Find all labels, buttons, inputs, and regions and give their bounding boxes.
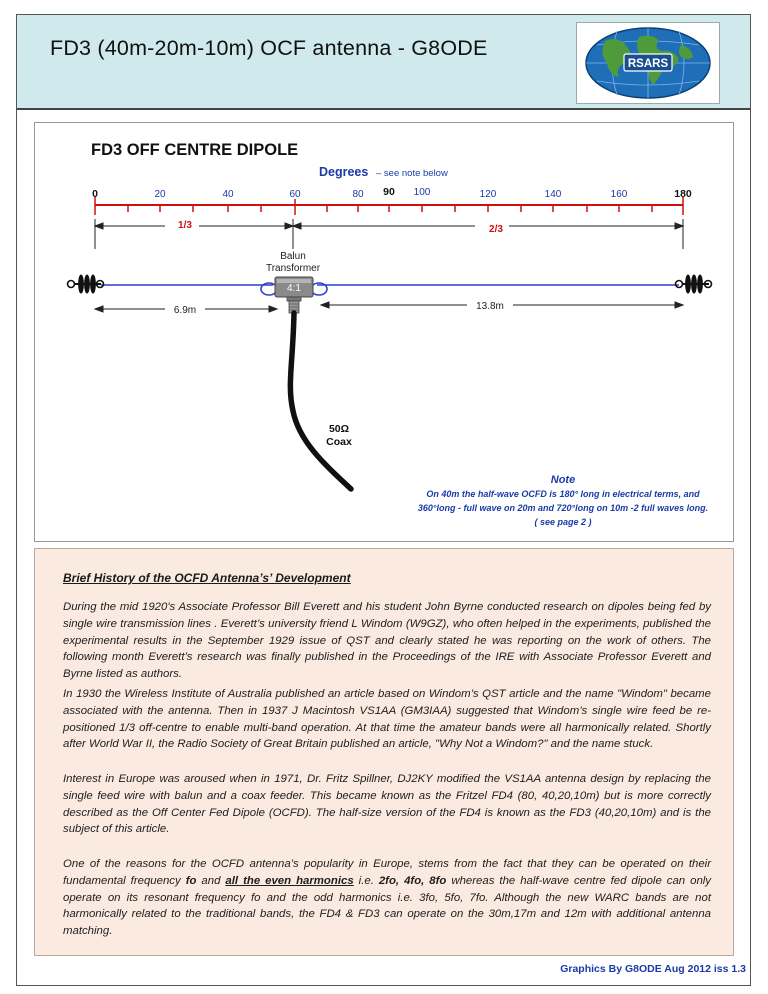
diagram-frame xyxy=(34,122,734,542)
length-right: 13.8m xyxy=(476,301,504,312)
scale-label-120: 120 xyxy=(479,189,497,200)
degree-scale xyxy=(95,197,683,215)
length-left: 6.9m xyxy=(173,305,197,316)
globe-logo-icon xyxy=(577,23,719,103)
logo-text: RSARS xyxy=(627,58,669,70)
history-title: Brief History of the OCFD Antenna’s’ Development xyxy=(63,571,351,585)
coax-label-line1: 50Ω xyxy=(328,423,350,435)
history-paragraph-2: In 1930 the Wireless Institute of Australia published an article based on Windom’s QST article and the name "Windom" became associated with the antenna. Then in 1937 J Macintosh VS1AA (GM3IAA) suggested that Windom’s single wire feed be re-positioned 1/3 off-centre to enable multi-band operation. At that time the amateur bands were all harmonically related. Shortly after World War II, the Radio Society of Great Britain published an article, "Why Not a Windom?" and the name stuck. xyxy=(63,688,711,751)
scale-label-90: 90 xyxy=(383,186,395,198)
p4-text-c: i.e. xyxy=(353,874,379,887)
balun-ratio: 4:1 xyxy=(287,283,301,294)
note-title: Note xyxy=(550,474,576,486)
p4-text-a: One of the reasons for the OCFD antenna’s popularity in Europe, stems from the fact that they can be operated on their fundamental frequency xyxy=(63,858,711,887)
scale-label-0: 0 xyxy=(92,188,98,200)
diagram-title: FD3 OFF CENTRE DIPOLE xyxy=(91,141,299,159)
scale-label-60: 60 xyxy=(289,189,301,200)
graphics-credit: Graphics By G8ODE Aug 2012 iss 1.3 xyxy=(560,963,746,975)
p4-harmonic-list: 2fo, 4fo, 8fo xyxy=(378,874,447,887)
scale-label-40: 40 xyxy=(222,189,234,200)
scale-label-180: 180 xyxy=(674,188,692,200)
left-insulator-icon xyxy=(68,275,104,293)
balun-label-line2: Transformer xyxy=(265,263,321,274)
scale-label-100: 100 xyxy=(413,187,431,198)
page-title: FD3 (40m-20m-10m) OCF antenna - G8ODE xyxy=(50,36,488,60)
balun-label-line1: Balun xyxy=(280,251,306,262)
coax-cable xyxy=(290,313,351,489)
scale-label-140: 140 xyxy=(544,189,562,200)
coax-label-line2: Coax xyxy=(326,436,352,448)
note-line-2: 360°long - full wave on 20m and 720°long on 10m -2 full waves long. xyxy=(417,503,709,513)
p4-text-b: and xyxy=(196,874,226,887)
history-paragraph-1: During the mid 1920's Associate Professor Bill Everett and his student John Byrne conducted research on dipoles being fed by single wire transmission lines . Everett’s university friend L Windom (W9GZ), who often helped in the experiments, published the experimental results in the September 1929 issue of QST and clearly stated he was reporting on the work of others. The following month Everett’s research was finally published in the Proceedings of the IRE with Associate Professor Everett and Byrne listed as authors. xyxy=(63,601,711,681)
fraction-two-thirds: 2/3 xyxy=(489,224,503,235)
p4-fo: fo xyxy=(185,874,197,887)
ocfd-diagram xyxy=(35,123,733,541)
degrees-note: – see note below xyxy=(376,168,448,179)
scale-label-80: 80 xyxy=(352,189,364,200)
p4-even-harmonics: all the even harmonics xyxy=(225,874,354,887)
note-line-1: On 40m the half-wave OCFD is 180° long in electrical terms, and xyxy=(426,489,700,499)
scale-label-20: 20 xyxy=(154,189,166,200)
history-paragraph-4 xyxy=(63,856,711,940)
scale-label-160: 160 xyxy=(610,189,628,200)
history-section xyxy=(34,548,734,956)
rsars-logo xyxy=(576,22,720,104)
history-paragraph-3: Interest in Europe was aroused when in 1971, Dr. Fritz Spillner, DJ2KY modified the VS1AA antenna design by replacing the single feed wire with balun and a coax feeder. This became known as the Fritzel FD4 (80, 40,20,10m) but is more correctly described as the Off Center Fed Dipole (OCFD). The half-size version of the FD4 is known as the FD3 (40,20,10m) and is the subject of this article. xyxy=(63,773,711,836)
p4-text-d: whereas the half-wave centre fed dipole can only operate on its resonant frequency fo and the odd harmonics i.e. 3fo, 5fo, 7fo. Although the new WARC bands are not harmonically related to the traditional bands, the FD4 & FD3 can operate on the 30m,17m and 12m with additional antenna matching. xyxy=(63,874,712,938)
degrees-label: Degrees xyxy=(319,165,369,179)
right-insulator-icon xyxy=(676,275,712,293)
fraction-one-third: 1/3 xyxy=(178,220,192,231)
note-line-3: ( see page 2 ) xyxy=(534,517,592,527)
